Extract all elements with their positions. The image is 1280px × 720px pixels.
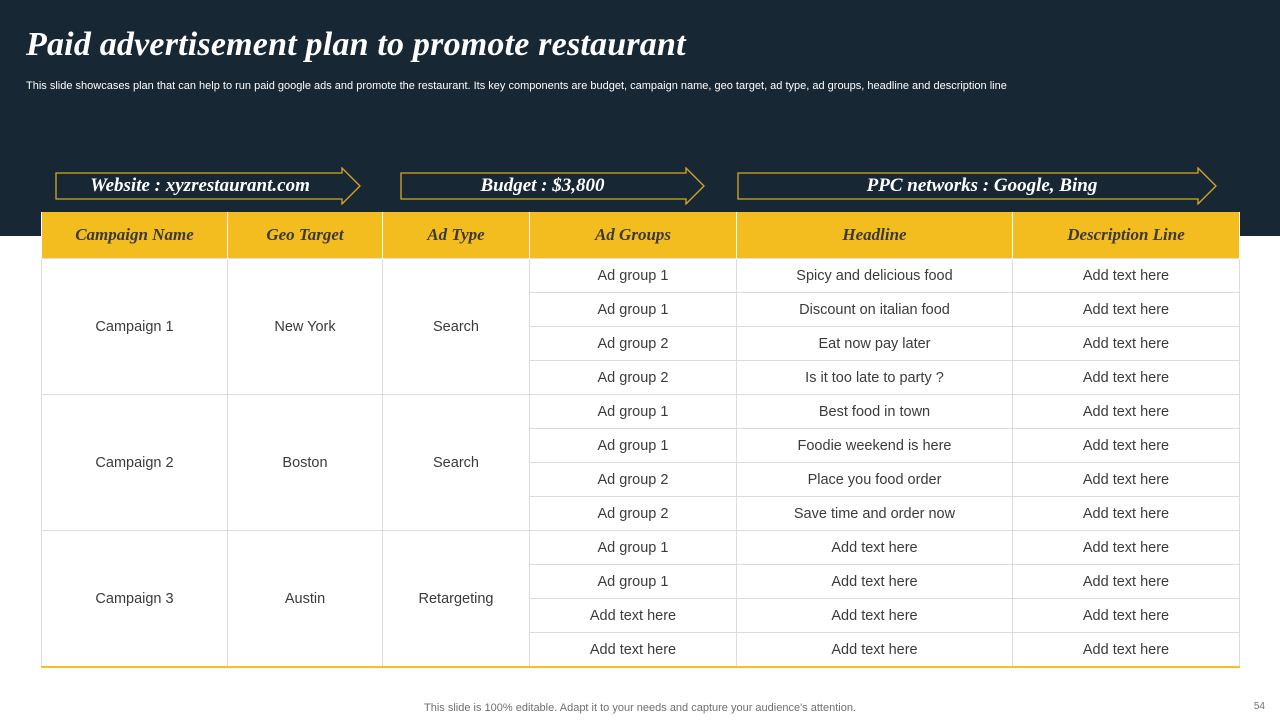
ad-group-cell: Ad group 1 [530,395,737,429]
description-cell: Add text here [1013,633,1240,668]
description-cell: Add text here [1013,463,1240,497]
footer-note: This slide is 100% editable. Adapt it to your needs and capture your audience's attention. [424,702,856,714]
geo-target-cell: Austin [228,531,383,668]
campaign-name-cell: Campaign 3 [42,531,228,668]
campaign-name-cell: Campaign 1 [42,259,228,395]
ad-plan-table [41,212,1240,668]
ad-type-cell: Search [383,259,530,395]
description-cell: Add text here [1013,497,1240,531]
headline-cell: Spicy and delicious food [737,259,1013,293]
column-header-campaign-name: Campaign Name [42,212,228,259]
description-cell: Add text here [1013,361,1240,395]
description-cell: Add text here [1013,565,1240,599]
headline-cell: Place you food order [737,463,1013,497]
description-cell: Add text here [1013,395,1240,429]
headline-cell: Best food in town [737,395,1013,429]
campaign-name-cell: Campaign 2 [42,395,228,531]
ppc-networks-banner [737,167,1218,205]
headline-cell: Foodie weekend is here [737,429,1013,463]
headline-cell: Eat now pay later [737,327,1013,361]
headline-cell: Add text here [737,565,1013,599]
column-header-description-line: Description Line [1013,212,1240,259]
description-cell: Add text here [1013,293,1240,327]
table-header-row [42,212,1240,259]
slide-subtitle: This slide showcases plan that can help to run paid google ads and promote the restaurant. Its key components are budget, campaign name, geo target, ad type, ad groups, headline and description line [26,80,1007,92]
headline-cell: Add text here [737,531,1013,565]
table-row [42,259,1240,293]
ad-group-cell: Ad group 1 [530,565,737,599]
slide-title: Paid advertisement plan to promote restaurant [26,26,686,63]
ad-group-cell: Add text here [530,633,737,668]
headline-cell: Save time and order now [737,497,1013,531]
page-number: 54 [1253,701,1265,712]
description-cell: Add text here [1013,259,1240,293]
headline-cell: Discount on italian food [737,293,1013,327]
description-cell: Add text here [1013,327,1240,361]
headline-cell: Add text here [737,633,1013,668]
ppc-networks-banner-label: PPC networks : Google, Bing [866,175,1098,196]
budget-banner-label: Budget : $3,800 [480,175,605,196]
table-row [42,531,1240,565]
ad-group-cell: Add text here [530,599,737,633]
ad-group-cell: Ad group 1 [530,293,737,327]
budget-banner [400,167,706,205]
ad-group-cell: Ad group 1 [530,429,737,463]
website-banner-label: Website : xyzrestaurant.com [90,175,310,196]
table-row [42,395,1240,429]
ad-group-cell: Ad group 2 [530,327,737,361]
ad-type-cell: Retargeting [383,531,530,668]
headline-cell: Is it too late to party ? [737,361,1013,395]
headline-cell: Add text here [737,599,1013,633]
geo-target-cell: New York [228,259,383,395]
ad-group-cell: Ad group 1 [530,531,737,565]
ad-plan-table-container [41,212,1239,668]
geo-target-cell: Boston [228,395,383,531]
ad-group-cell: Ad group 2 [530,497,737,531]
column-header-ad-type: Ad Type [383,212,530,259]
ad-group-cell: Ad group 1 [530,259,737,293]
column-header-headline: Headline [737,212,1013,259]
ad-group-cell: Ad group 2 [530,361,737,395]
website-banner [55,167,362,205]
ad-group-cell: Ad group 2 [530,463,737,497]
description-cell: Add text here [1013,429,1240,463]
ad-type-cell: Search [383,395,530,531]
description-cell: Add text here [1013,599,1240,633]
column-header-geo-target: Geo Target [228,212,383,259]
column-header-ad-groups: Ad Groups [530,212,737,259]
description-cell: Add text here [1013,531,1240,565]
